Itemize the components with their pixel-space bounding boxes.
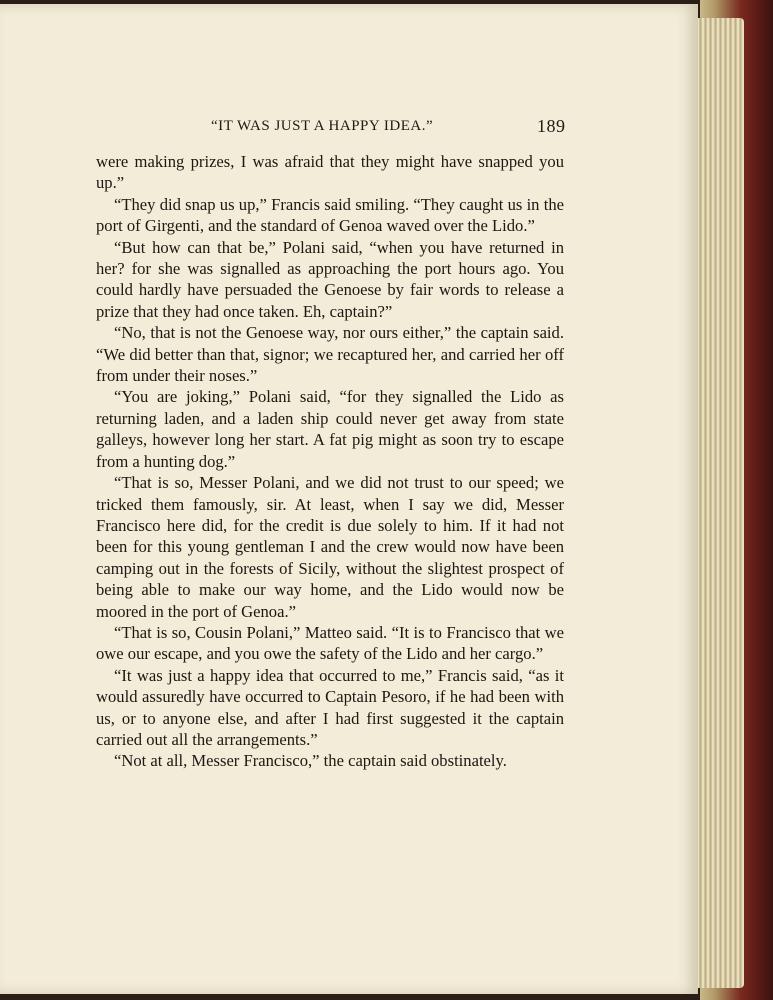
paragraph: “That is so, Cousin Polani,” Matteo said. “It is to Francisco that we owe our escape, and you owe the safety of the Lido and her cargo.” [96, 622, 564, 664]
running-title: “IT WAS JUST A HAPPY IDEA.” [211, 118, 434, 134]
paragraph: “That is so, Messer Polani, and we did not trust to our speed; we tricked them famously, sir. At least, when I say we did, Messer Francisco here did, for the credit is due solely to him. If it had not been for this young gentleman I and the crew would now have been camping out in the forests of Sicily, without the slightest prospect of being able to make our way home, and the Lido would now be moored in the port of Genoa.” [96, 473, 564, 621]
paragraph: “It was just a happy idea that occurred to me,” Francis said, “as it would assuredly have occurred to Captain Pesoro, if he had been with us, or to anyone else, and after I had first suggested it the captain carried out all the arrangements.” [96, 665, 564, 749]
paragraph: “But how can that be,” Polani said, “when you have returned in her? for she was signalled as approaching the port hours ago. You could hardly have persuaded the Genoese by fair words to release a prize that they had once taken. Eh, captain?” [96, 237, 564, 321]
paragraph: “You are joking,” Polani said, “for they signalled the Lido as returning laden, and a laden ship could never get away from state galleys, however long her start. A fat pig might as soon try to escape from a hunting dog.” [96, 387, 564, 471]
page-edges [692, 18, 744, 988]
body-text [96, 151, 564, 772]
paragraph: “Not at all, Messer Francisco,” the captain said obstinately. [114, 751, 507, 771]
paragraph: “No, that is not the Genoese way, nor ours either,” the captain said. “We did better than that, signor; we recaptured her, and carried her off from under their noses.” [96, 323, 564, 386]
page-number: 189 [537, 116, 566, 136]
paragraph: were making prizes, I was afraid that they might have snapped you up.” [96, 152, 564, 193]
running-header [0, 118, 698, 140]
paragraph: “They did snap us up,” Francis said smiling. “They caught us in the port of Girgenti, and the standard of Genoa waved over the Lido.” [96, 194, 564, 236]
book-page [0, 4, 698, 994]
